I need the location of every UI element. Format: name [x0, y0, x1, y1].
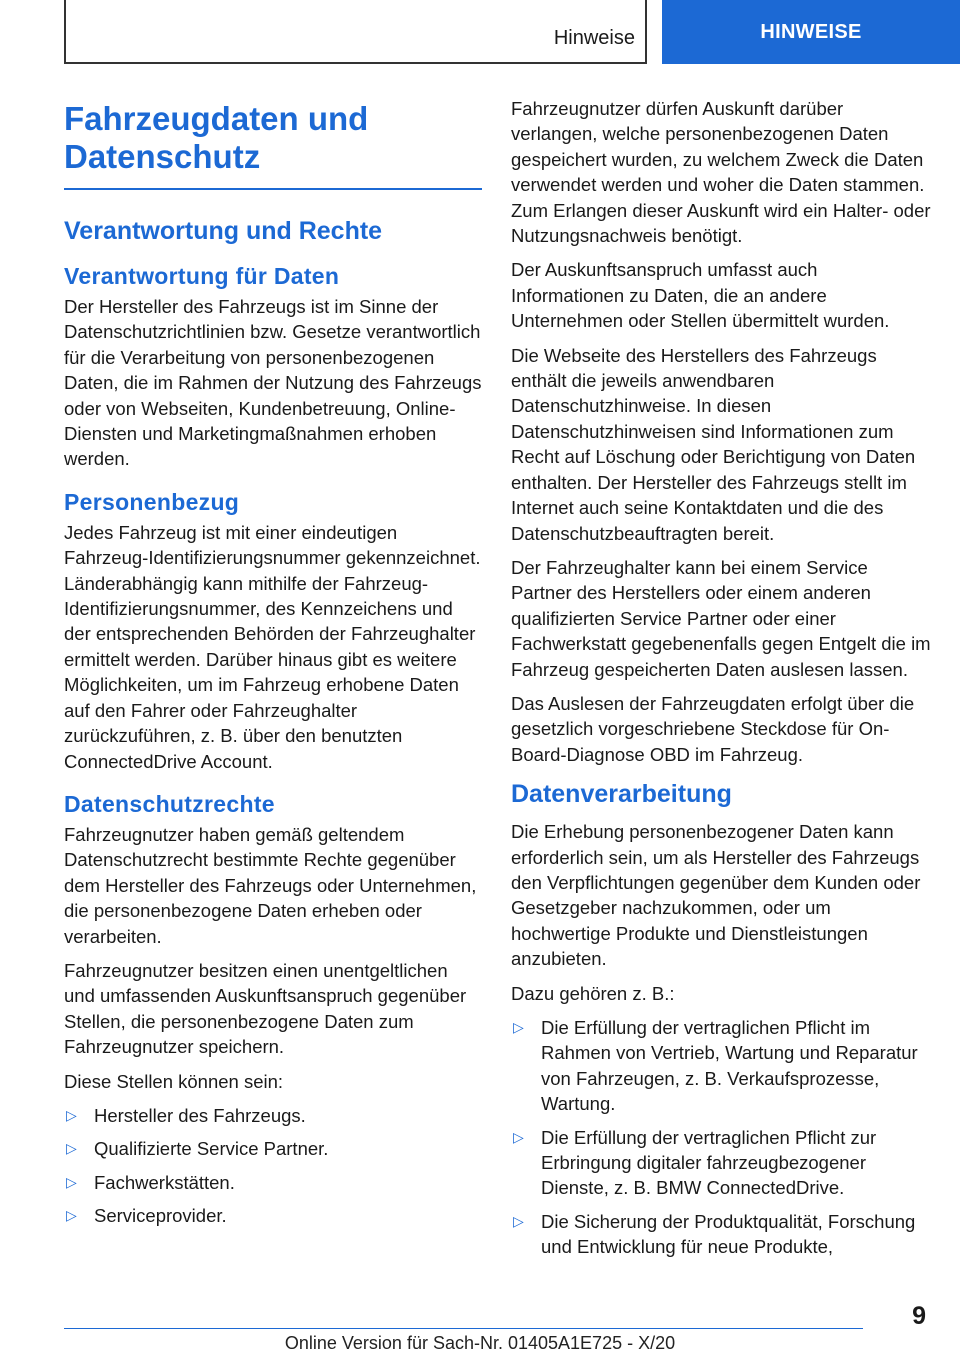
bullet-list: [511, 1015, 931, 1260]
list-item: ▷ Die Erfüllung der vertraglichen Pflicht im Rahmen von Vertrieb, Wartung und Reparatur von Fahrzeugen, z. B. Verkaufsprozesse, Wartung.: [513, 1017, 918, 1115]
triangle-right-icon: ▷: [66, 1207, 77, 1224]
paragraph: Jedes Fahrzeug ist mit einer eindeutigen Fahrzeug-Identifizierungsnummer gekennzeichnet. Länderabhängig kann mithilfe der Fahrzeug-Identifizierungsnummer, des Kennzeichens und der entsprechenden Behörden der Fahrzeughalter ermittelt werden. Darüber hinaus gibt es weitere Möglichkeiten, um im Fahrzeug erhobene Daten auf den Fahrer oder Fahrzeughalter zurückzuführen, z. B. über den benutzten ConnectedDrive Account.: [64, 521, 481, 772]
paragraph: Die Erhebung personenbezogener Daten kann erforderlich sein, um als Hersteller des Fahrzeugs den Verpflichtungen gegenüber dem Kunden oder Gesetzgeber nachzukommen, oder um hochwertige Produkte und Dienstleistungen anzubieten.: [511, 821, 921, 970]
list-item: ▷ Hersteller des Fahrzeugs.: [64, 1103, 482, 1128]
footer-text: Online Version für Sach-Nr. 01405A1E725 - X/20: [284, 1333, 676, 1353]
triangle-right-icon: ▷: [513, 1019, 524, 1035]
triangle-right-icon: ▷: [513, 1212, 524, 1229]
section-heading-rights: Verantwortung und Rechte: [64, 217, 383, 245]
list-item: ▷ Die Sicherung der Produktqualität, Forschung und Entwicklung für neue Produkte,: [513, 1210, 916, 1258]
paragraph: Der Auskunftsanspruch umfasst auch Informationen zu Daten, die an andere Unternehmen oder Stellen übermittelt wurden.: [511, 259, 890, 332]
paragraph: Der Hersteller des Fahrzeugs ist im Sinne der Datenschutzrichtlinien bzw. Gesetze verantwortlich für die Verarbeitung von personenbezogenen Daten, die im Rahmen der Nutzung des Fahrzeugs oder von Webseiten, Kundenbetreuung, Online-Diensten und Marketingmaßnahmen erhoben werden.: [64, 296, 482, 470]
page-number: 9: [912, 1302, 926, 1330]
footer-divider: [64, 1328, 863, 1329]
left-column: [64, 100, 482, 1237]
paragraph: Die Webseite des Herstellers des Fahrzeugs enthält die jeweils anwendbaren Datenschutzhinweise. In diesen Datenschutzhinweisen sind Informationen zum Recht auf Löschung oder Berichtigung von Daten enthalten. Der Hersteller des Fahrzeugs stellt im Internet auch seine Kontaktdaten und die des Datenschutzbeauftragten bereit.: [511, 344, 916, 544]
paragraph: Fahrzeugnutzer besitzen einen unentgeltlichen und umfassenden Auskunftsanspruch gegenüber Stellen, die personenbezogene Daten zum Fahrzeugnutzer speichern.: [64, 959, 467, 1058]
paragraph: Das Auslesen der Fahrzeugdaten erfolgt über die gesetzlich vorgeschriebene Steckdose für On-Board-Diagnose OBD im Fahrzeug.: [511, 692, 915, 765]
triangle-right-icon: ▷: [66, 1173, 77, 1190]
header-section-label: Hinweise: [553, 27, 635, 49]
paragraph: Der Fahrzeughalter kann bei einem Service Partner des Herstellers oder einem anderen qualifizierten Service Partner oder einer Fachwerkstatt gegebenenfalls gegen Entgelt die im Fahrzeug gespeicherten Daten auslesen lassen.: [511, 556, 931, 680]
paragraph: Dazu gehören z. B.:: [511, 982, 675, 1004]
list-item: ▷ Die Erfüllung der vertraglichen Pflicht zur Erbringung digitaler fahrzeugbezogener Dienste, z. B. BMW ConnectedDrive.: [513, 1126, 877, 1199]
paragraph: Diese Stellen können sein:: [64, 1070, 284, 1092]
list-item: ▷ Qualifizierte Service Partner.: [64, 1136, 482, 1161]
header-tab[interactable]: HINWEISE: [662, 0, 960, 64]
subheading-responsibility: Verantwortung für Daten: [64, 263, 340, 289]
list-item: ▷ Fachwerkstätten.: [64, 1170, 482, 1195]
paragraph: Fahrzeugnutzer haben gemäß geltendem Datenschutzrecht bestimmte Rechte gegenüber dem Hersteller des Fahrzeugs oder Unternehmen, die personenbezogene Daten erheben oder verarbeiten.: [64, 823, 477, 947]
page-title: Fahrzeugdaten und Datenschutz: [64, 100, 482, 190]
list-item: ▷ Serviceprovider.: [64, 1203, 482, 1228]
right-column: [511, 96, 931, 1268]
paragraph: Fahrzeugnutzer dürfen Auskunft darüber verlangen, welche personenbezogenen Daten gespeichert wurden, zu welchem Zweck die Daten verwendet werden und woher die Daten stammen. Zum Erlangen dieser Auskunft wird ein Halter- oder Nutzungsnachweis benötigt.: [511, 98, 931, 247]
triangle-right-icon: ▷: [66, 1140, 77, 1157]
triangle-right-icon: ▷: [513, 1128, 524, 1145]
section-heading-processing: Datenverarbeitung: [511, 780, 732, 809]
triangle-right-icon: ▷: [66, 1106, 77, 1123]
subheading-personal-reference: Personenbezug: [64, 488, 240, 515]
subheading-privacy-rights: Datenschutzrechte: [64, 790, 275, 817]
bullet-list: [64, 1103, 482, 1229]
